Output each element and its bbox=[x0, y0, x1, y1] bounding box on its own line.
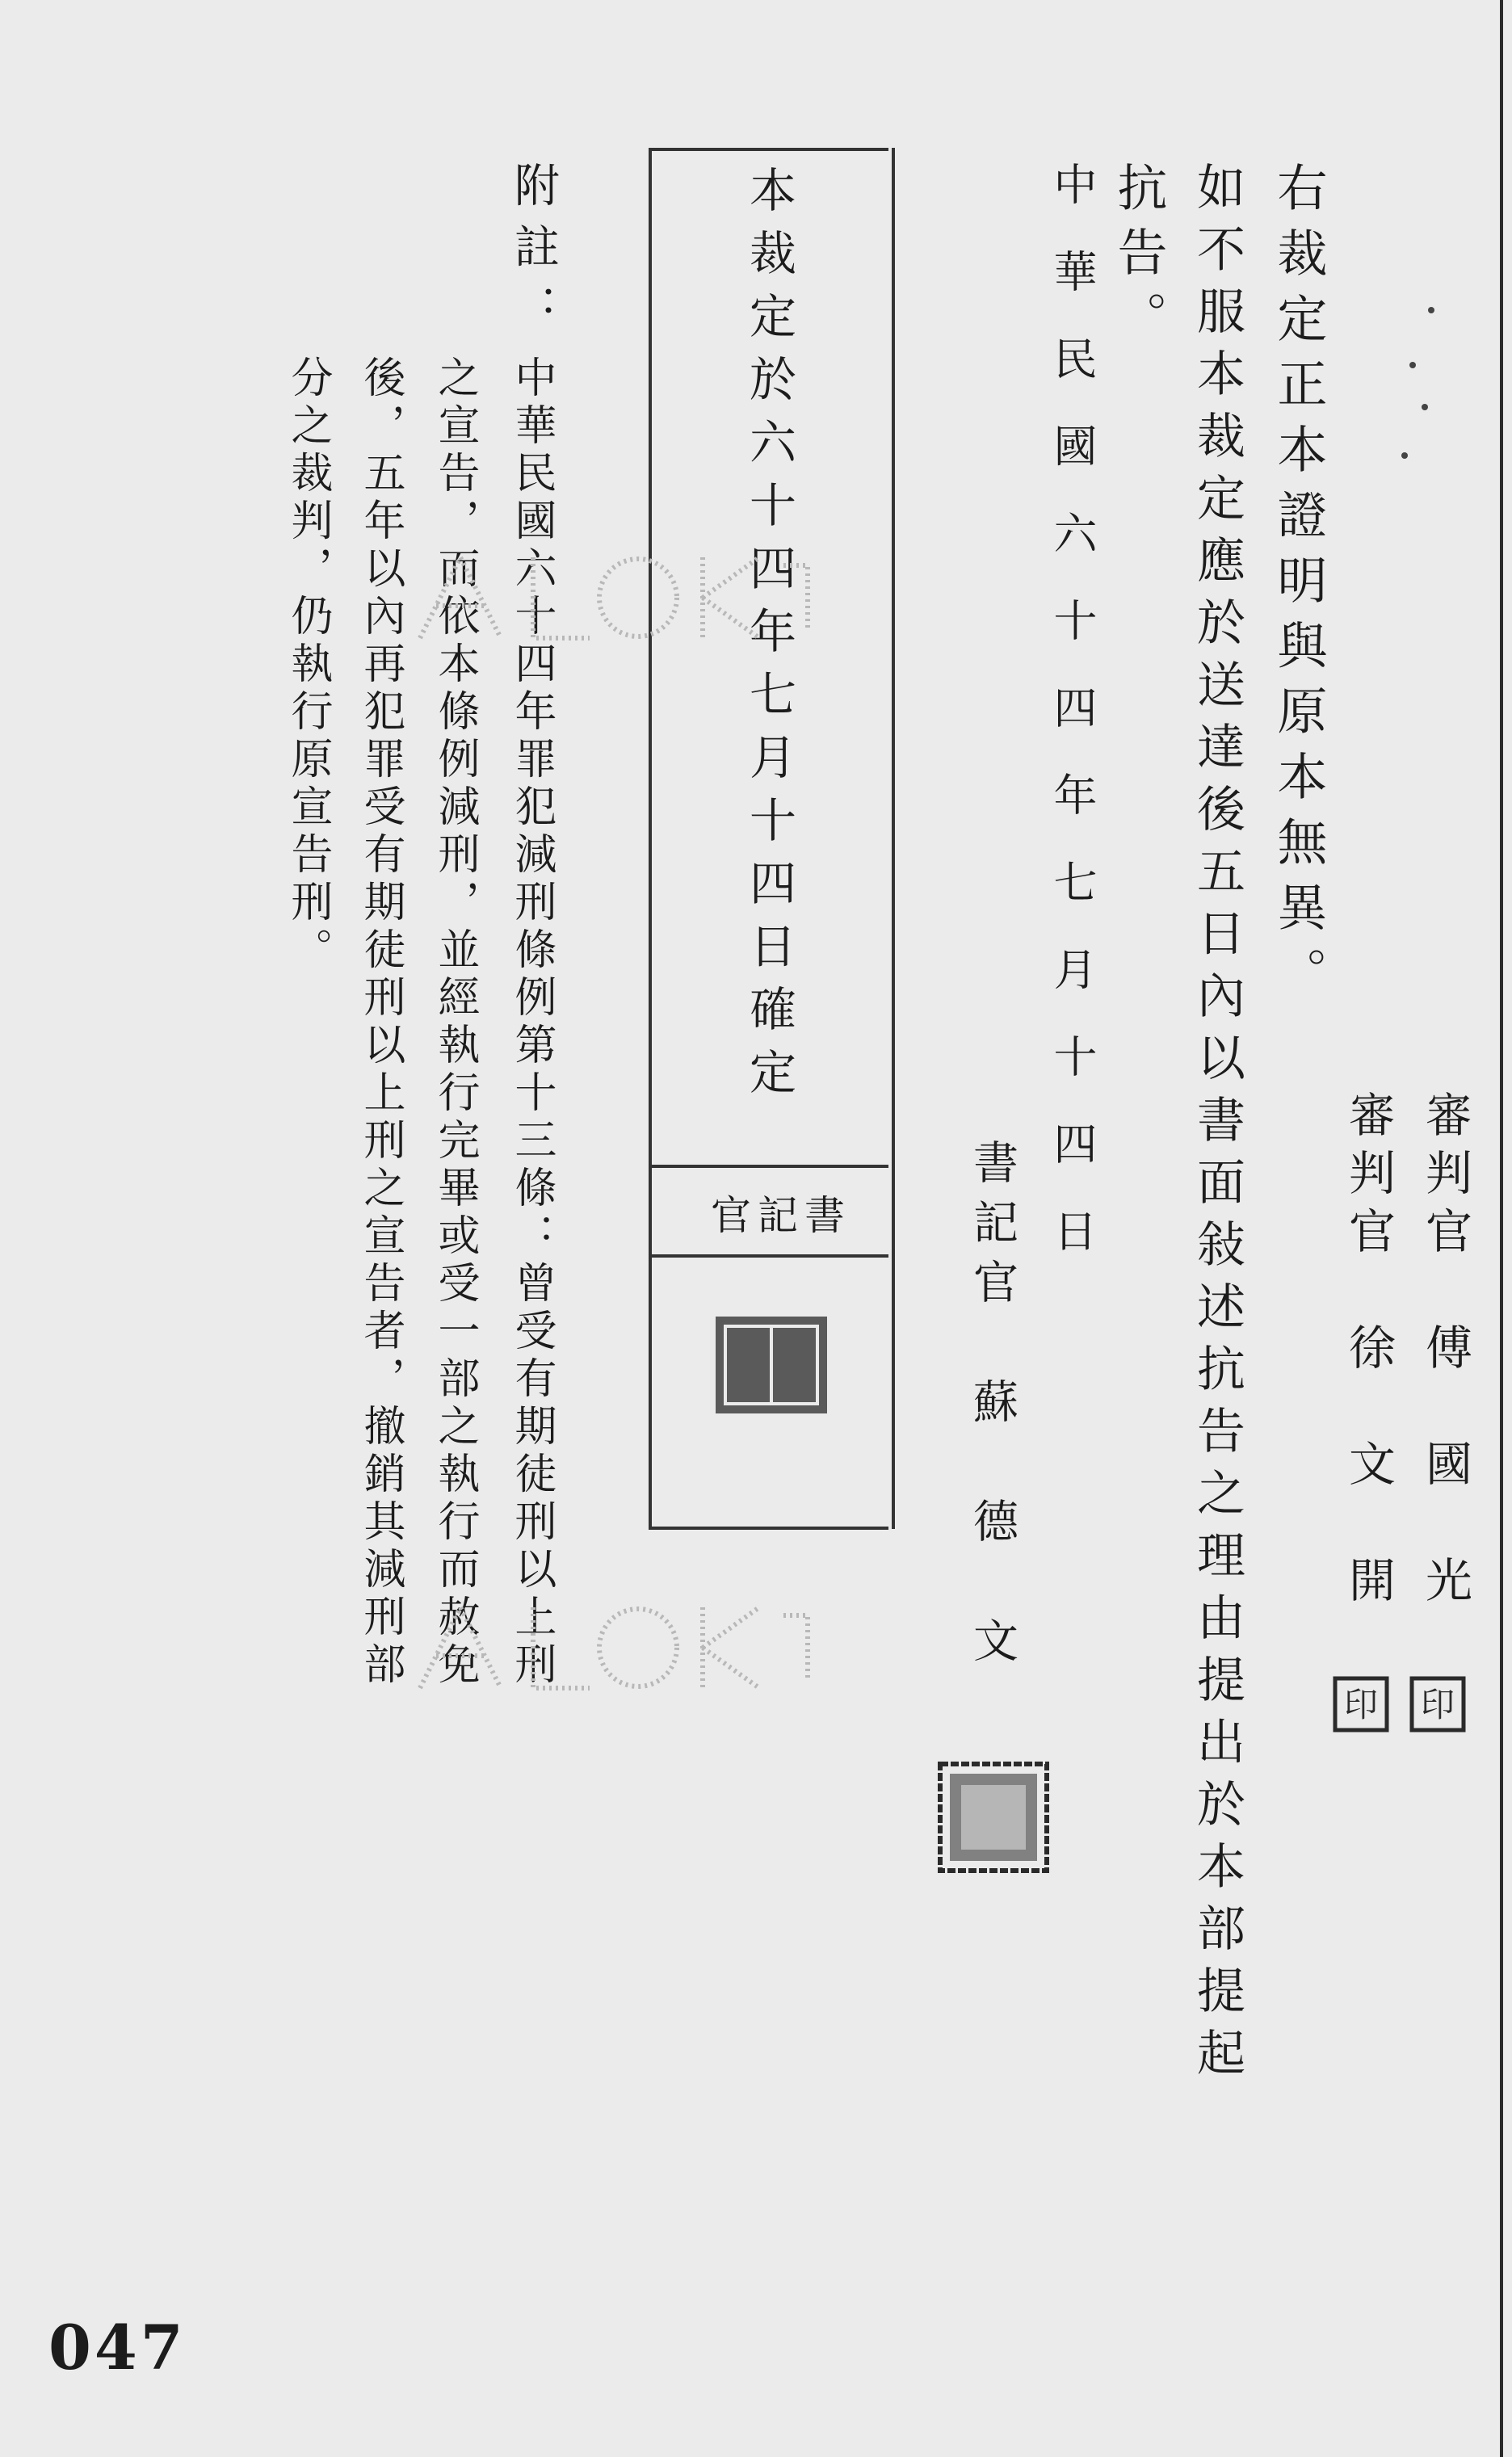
clerk-signature: 書記官 蘇 德 文 bbox=[966, 1139, 1018, 1677]
confirmation-seal bbox=[711, 1308, 832, 1422]
page-edge-line bbox=[1500, 0, 1503, 2457]
annotation-line-1: 中華民國六十四年罪犯減刑條例第十三條：曾受有期徒刑以上刑 bbox=[507, 355, 556, 1690]
judge-seal-2 bbox=[1333, 1676, 1389, 1732]
statement-line-2: 如不服本裁定應於送達後五日內以書面敍述抗告之理由提出於本部提起 bbox=[1189, 162, 1245, 2090]
watermark bbox=[404, 533, 824, 662]
annotation-line-4: 分之裁判，仍執行原宣告刑。 bbox=[284, 355, 332, 975]
judge-signature-2: 審判官 徐 文 開 bbox=[1341, 1090, 1396, 1614]
judge-signature-1: 審判官 傅 國 光 bbox=[1418, 1090, 1472, 1614]
speck bbox=[1428, 307, 1434, 313]
speck bbox=[1422, 404, 1428, 410]
confirmation-text: 本裁定於六十四年七月十四日確定 bbox=[741, 166, 796, 1111]
annotation-label: 附註： bbox=[507, 162, 560, 346]
box-separator bbox=[649, 1165, 888, 1168]
judge-seal-1 bbox=[1409, 1676, 1466, 1732]
clerk-seal bbox=[937, 1761, 1050, 1874]
speck bbox=[1409, 362, 1416, 368]
statement-line-1: 右裁定正本證明與原本無異。 bbox=[1269, 162, 1328, 1012]
box-bottom-rule bbox=[649, 1527, 888, 1530]
watermark bbox=[404, 1583, 824, 1712]
judge-seal-2-mark: 印 bbox=[1343, 1685, 1379, 1724]
annotation-line-2: 之宣告，而依本條例減刑，並經執行完畢或受一部之執行而赦免 bbox=[430, 355, 479, 1690]
statement-line-3: 抗告。 bbox=[1109, 162, 1168, 355]
page-number: 047 bbox=[48, 2312, 187, 2384]
annotation-line-3: 後，五年以內再犯罪受有期徒刑以上刑之宣告者，撤銷其減刑部 bbox=[356, 355, 405, 1690]
box-separator bbox=[649, 1254, 888, 1258]
speck bbox=[1401, 452, 1408, 459]
clerk-office-label: 官記書 bbox=[711, 1192, 851, 1239]
date-line: 中 華 民 國 六 十 四 年 七 月 十 四 日 bbox=[1047, 162, 1098, 1252]
judge-seal-1-mark: 印 bbox=[1420, 1685, 1455, 1724]
box-top-rule bbox=[649, 148, 888, 151]
